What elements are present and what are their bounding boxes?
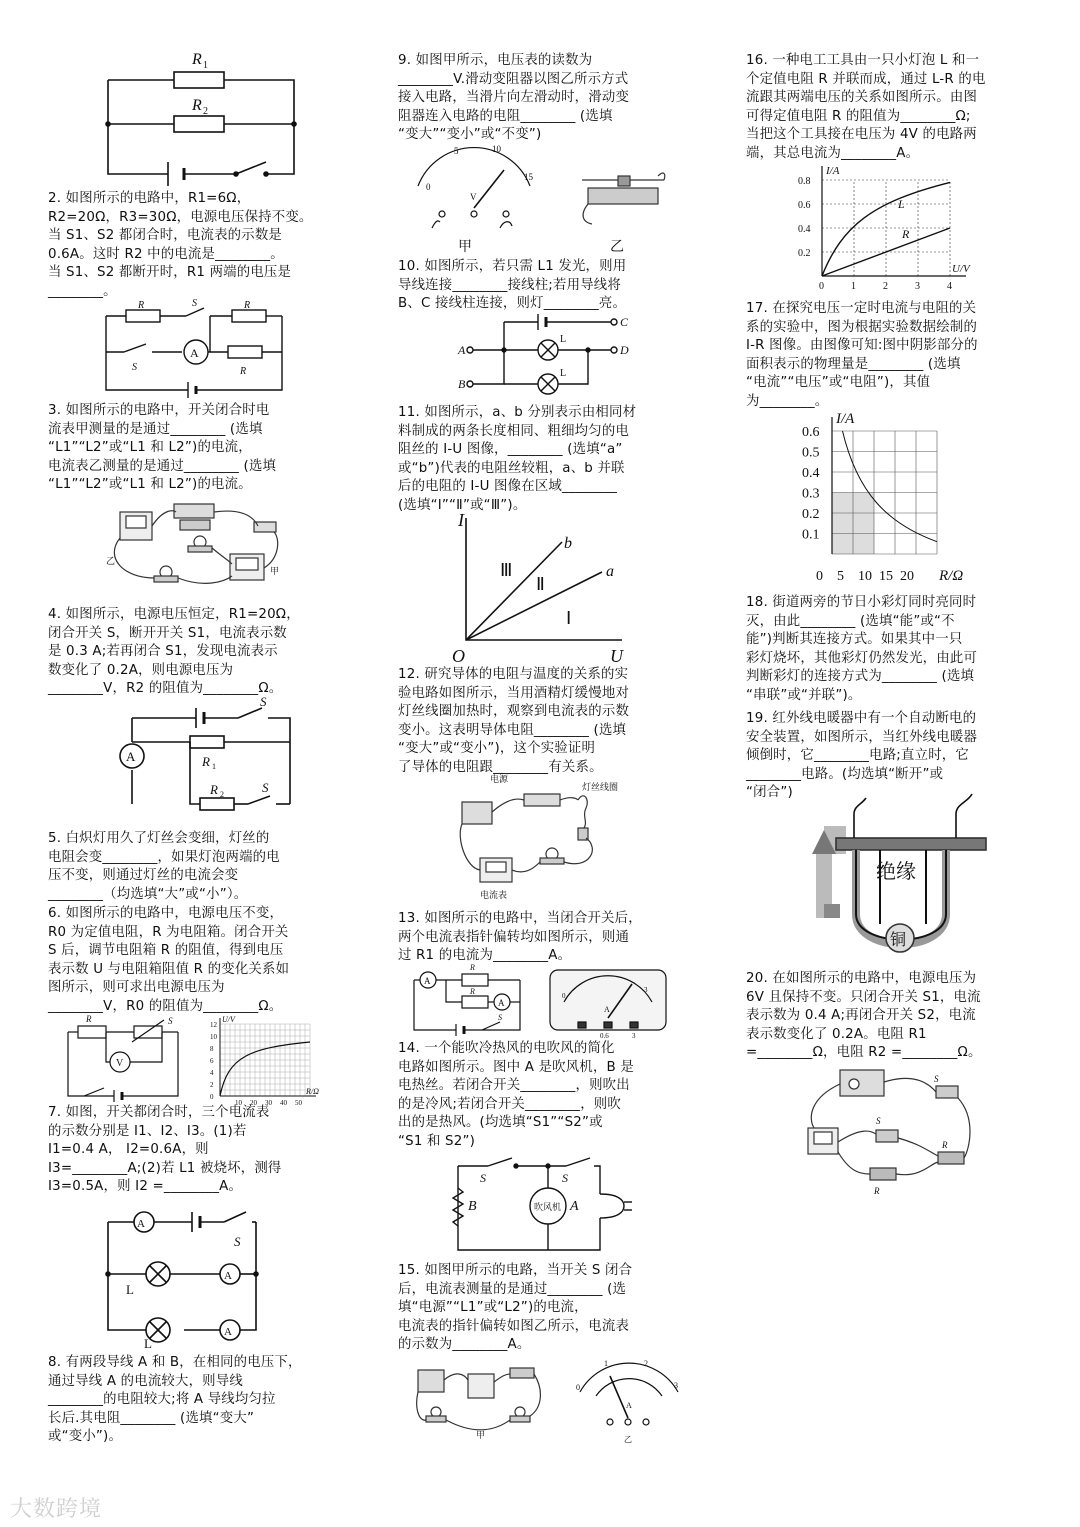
question-13: 13. 如图所示的电路中，当闭合开关后， 两个电流表指针偏转均如图所示，则通 过 R1 的电流为________A。: [398, 911, 642, 964]
x-tick-label: 10: [235, 1099, 242, 1107]
svg-text:灯丝线圈: 灯丝线圈: [582, 782, 619, 792]
svg-text:吹风机: 吹风机: [534, 1202, 562, 1212]
label-r1-sub: 1: [203, 60, 208, 71]
question-6: 6. 如图所示的电路中，电源电压不变， R0 为定值电阻，R 为电阻箱。闭合开关 S 后，调节电阻箱 R 的阻值，得到电压 表示数 U 与电阻箱阻值 R 的变化关系如 图所示，则可求出电源电压为 ________V，R0 的阻值为________Ω。: [48, 906, 290, 1014]
svg-text:绝缘: 绝缘: [876, 861, 916, 883]
svg-text:C: C: [620, 315, 629, 329]
tilt-switch-q19: [796, 794, 986, 964]
circuit-diagram-q4: [112, 694, 292, 834]
circuit-diagram-q14: [454, 1158, 634, 1258]
svg-text:B: B: [458, 377, 466, 391]
question-8: 8. 有两段导线 A 和 B，在相同的电压下， 通过导线 A 的电流较大，则导线 ________的电阻较大;将 A 导线均匀拉 长后.其电阻________ (选填“变大” 或“变小”)。: [48, 1355, 302, 1445]
svg-text:A: A: [570, 1199, 579, 1214]
circuit-photo-q15: [416, 1360, 546, 1440]
svg-text:铜: 铜: [890, 932, 907, 949]
question-3: 3. 如图所示的电路中，开关闭合时电 流表甲测量的是通过________ (选填 “L1”“L2”或“L1 和 L2”)的电流， 电流表乙测量的是通过________ (选填 “L1”“L2”或“L1 和 L2”)的电流。: [48, 403, 277, 493]
svg-text:5: 5: [454, 146, 459, 156]
label-r1: R: [192, 51, 202, 68]
ammeter-dial-q15: [574, 1359, 684, 1444]
svg-text:A: A: [424, 976, 431, 986]
x-axis-label: R/Ω: [939, 568, 964, 584]
svg-text:A: A: [604, 1005, 610, 1014]
svg-text:S: S: [234, 1234, 241, 1249]
x-tick-label: 20: [250, 1099, 257, 1107]
x-tick-label: 50: [295, 1099, 302, 1107]
y-tick-label: 4: [210, 1069, 214, 1077]
circuit-diagram-q1: [106, 44, 296, 184]
svg-text:A: A: [224, 1326, 232, 1338]
svg-text:S: S: [132, 362, 137, 373]
svg-text:乙: 乙: [624, 1435, 632, 1444]
x-tick-label: 2: [883, 281, 888, 292]
svg-text:3: 3: [674, 1381, 678, 1390]
circuit-diagram-q7: [106, 1202, 266, 1351]
x-tick-label: 5: [837, 569, 844, 584]
svg-text:R: R: [244, 300, 251, 311]
x-tick-label: 30: [265, 1099, 272, 1107]
line-label-R: R: [902, 227, 910, 241]
circuit-diagram-q6: [64, 1014, 184, 1102]
svg-text:电流表: 电流表: [480, 890, 508, 900]
svg-text:3: 3: [644, 986, 648, 994]
svg-text:b: b: [564, 535, 572, 552]
svg-text:2: 2: [220, 790, 224, 799]
svg-text:0: 0: [426, 182, 431, 192]
svg-text:L: L: [144, 1336, 152, 1351]
x-tick-label: 1: [851, 281, 856, 292]
y-axis-label: I/A: [836, 411, 855, 427]
curve-label-L: L: [898, 197, 905, 211]
y-tick-label: 0.4: [798, 224, 811, 235]
svg-text:R: R: [470, 963, 475, 972]
circuit-photo-q3: [104, 498, 284, 588]
watermark: 大数跨境: [10, 1497, 103, 1522]
svg-text:S: S: [498, 1013, 502, 1022]
svg-text:2: 2: [644, 1359, 648, 1368]
svg-text:3: 3: [632, 1032, 636, 1040]
question-16: 16. 一种电工工具由一只小灯泡 L 和一 个定值电阻 R 并联而成，通过 L-R 的电 流跟其两端电压的关系如图所示。由图 可得定值电阻 R 的阻值为________Ω; 当把这个工具接在电压为 4V 的电路两 端，其总电流为________A。: [746, 53, 986, 161]
svg-text:R: R: [874, 1186, 880, 1196]
y-tick-label: 6: [210, 1057, 214, 1065]
svg-text:S: S: [934, 1074, 939, 1084]
svg-text:10: 10: [492, 144, 501, 154]
question-14: 14. 一个能吹冷热风的电吹风的简化 电路如图所示。图中 A 是吹风机，B 是 电热丝。若闭合开关________，则吹出 的是冷风;若闭合开关________，则吹 出的是热风。(均选填“S1”“S2”或 “S1 和 S2”): [398, 1041, 634, 1149]
question-19: 19. 红外线电暖器中有一个自动断电的 安全装置，如图所示，当红外线电暖器 倾倒时，它________电路;直立时，它 ________电路。(均选填“断开”或 “闭合”): [746, 711, 978, 801]
x-tick-label: 0: [819, 281, 824, 292]
svg-text:S: S: [168, 1016, 173, 1026]
svg-text:甲: 甲: [270, 566, 280, 576]
y-axis-label: I/A: [826, 165, 840, 177]
question-12: 12. 研究导体的电阻与温度的关系的实 验电路如图所示，当用酒精灯缓慢地对 灯丝线圈加热时，观察到电流表的示数 变小。这表明导体电阻________ (选填 “变大”或“变小”)，这个实验证明 了导体的电阻跟________有关系。: [398, 667, 630, 775]
y-axis-label: U/V: [222, 1015, 235, 1024]
svg-text:S: S: [562, 1171, 568, 1185]
svg-text:A: A: [126, 749, 136, 764]
svg-text:Ⅰ: Ⅰ: [566, 608, 572, 628]
question-2: 2. 如图所示的电路中，R1=6Ω， R2=20Ω，R3=30Ω，电源电压保持不变。 当 S1、S2 都闭合时，电流表的示数是 0.6A。这时 R2 中的电流是________。 当 S1、S2 都断开时，R1 两端的电压是 ________。: [48, 191, 313, 299]
y-tick-label: 0.3: [802, 486, 820, 502]
circuit-diagram-q2: [104, 298, 284, 402]
x-tick-label: 15: [879, 569, 893, 584]
svg-text:15: 15: [524, 172, 533, 182]
question-18: 18. 街道两旁的节日小彩灯同时亮同时 灭，由此________ (选填“能”或“不 能”)判断其连接方式。如果其中一只 彩灯烧坏，其他彩灯仍然发光，由此可 判断彩灯的连接方式为________ (选填 “串联”或“并联”)。: [746, 595, 978, 703]
svg-text:R: R: [470, 987, 475, 996]
svg-text:L: L: [560, 334, 567, 345]
svg-text:A: A: [224, 1270, 232, 1282]
y-tick-label: 0.2: [802, 507, 820, 522]
question-9: 9. 如图甲所示，电压表的读数为 ________V.滑动变阻器以图乙所示方式 接入电路，当滑片向左滑动时，滑动变 阻器连入电路的电阻________ (选填 “变大”“变小”或“不变”): [398, 53, 630, 143]
question-20: 20. 在如图所示的电路中，电源电压为 6V 且保持不变。只闭合开关 S1，电流 表示数为 0.4 A;再闭合开关 S2，电流 表示数变化了 0.2A。电阻 R1 =________Ω，电阻 R2 =________Ω。: [746, 971, 982, 1061]
svg-text:乙: 乙: [106, 556, 116, 566]
y-tick-label: 0.6: [798, 200, 811, 211]
svg-text:R: R: [202, 754, 210, 769]
svg-text:D: D: [620, 343, 629, 357]
x-tick-label: 0: [816, 569, 823, 584]
y-tick-label: 0.1: [802, 527, 820, 543]
y-tick-label: 0: [210, 1093, 214, 1101]
svg-text:1: 1: [212, 762, 216, 771]
circuit-diagram-q13: [412, 963, 522, 1038]
svg-text:I: I: [458, 510, 464, 530]
svg-text:R: R: [210, 782, 218, 797]
label-r2: R: [192, 97, 202, 114]
svg-text:A: A: [137, 1218, 145, 1230]
rheostat-q9: [578, 168, 668, 228]
label-r2-sub: 2: [203, 106, 208, 117]
svg-text:甲: 甲: [476, 1430, 486, 1440]
question-7: 7. 如图，开关都闭合时，三个电流表 的示数分别是 I1、I2、I3。(1)若 I1=0.4 A， I2=0.6A，则 I3=________A;(2)若 L1 被烧坏，测得 I3=0.5A，则 I2 =________A。: [48, 1105, 282, 1195]
circuit-diagram-q10: [458, 312, 638, 392]
y-tick-label: 0.4: [802, 466, 820, 481]
svg-text:1: 1: [604, 1359, 608, 1368]
question-10: 10. 如图所示，若只需 L1 发光，则用 导线连接________接线柱;若用导线将 B、C 接线柱连接，则灯________亮。: [398, 259, 627, 312]
svg-text:A: A: [458, 343, 466, 357]
label-ammeter: A: [190, 346, 199, 360]
svg-text:0: 0: [576, 1383, 580, 1392]
svg-text:R: R: [138, 300, 145, 311]
svg-text:S: S: [192, 298, 197, 309]
svg-text:Ⅲ: Ⅲ: [500, 560, 513, 580]
svg-text:0.6: 0.6: [600, 1032, 609, 1040]
x-tick-label: 10: [858, 569, 872, 584]
voltmeter-dial-q9: [408, 144, 538, 230]
svg-text:B: B: [468, 1199, 477, 1214]
svg-text:S: S: [260, 694, 267, 709]
y-tick-label: 0.6: [802, 425, 820, 440]
apparatus-q12: [460, 774, 630, 900]
svg-text:R: R: [942, 1140, 948, 1150]
svg-text:A: A: [498, 998, 505, 1008]
x-tick-label: 20: [900, 569, 914, 584]
question-5: 5. 白炽灯用久了灯丝会变细，灯丝的 电阻会变________，如果灯泡两端的电 压不变，则通过灯丝的电流会变 ________（均选填“大”或“小”）。: [48, 831, 280, 902]
question-17: 17. 在探究电压一定时电流与电阻的关 系的实验中，图为根据实验数据绘制的 I-R 图像。由图像可知:图中阴影部分的 面积表示的物理量是________ (选填 “电流”“电压”或“电阻”)，其值 为________。: [746, 301, 978, 409]
svg-text:S: S: [262, 780, 269, 795]
svg-text:A: A: [626, 1401, 632, 1410]
svg-text:Ⅱ: Ⅱ: [536, 574, 545, 594]
y-tick-label: 0.2: [798, 248, 811, 259]
question-11: 11. 如图所示，a、b 分别表示由相同材 料制成的两条长度相同、粗细均匀的电 阻丝的 I-U 图像，________ (选填“a” 或“b”)代表的电阻丝较粗，a、b 并联 后的电阻的 I-U 图像在区域________ (选填“Ⅰ”“Ⅱ”或“Ⅲ”)。: [398, 405, 637, 513]
ammeter-dial-q13: [548, 968, 668, 1038]
y-tick-label: 0.8: [798, 176, 811, 187]
y-tick-label: 10: [210, 1033, 217, 1041]
chart-q6-u-r: [198, 1014, 318, 1114]
svg-text:S: S: [876, 1116, 881, 1126]
y-tick-label: 0.5: [802, 445, 820, 461]
svg-text:V: V: [470, 192, 477, 202]
svg-text:S: S: [480, 1171, 486, 1185]
svg-text:U: U: [610, 646, 623, 666]
chart-q16-i-u: [792, 164, 970, 294]
y-tick-label: 8: [210, 1045, 214, 1053]
x-tick-label: 3: [915, 281, 920, 292]
x-tick-label: 4: [947, 281, 952, 292]
y-tick-label: 12: [210, 1021, 217, 1029]
question-4: 4. 如图所示，电源电压恒定，R1=20Ω， 闭合开关 S，断开开关 S1，电流表示数 是 0.3 A;若再闭合 S1，发现电流表示 数变化了 0.2A，则电源电压为 ________V，R2 的阻值为________Ω。: [48, 607, 300, 697]
svg-text:V: V: [116, 1058, 124, 1069]
question-15: 15. 如图甲所示的电路，当开关 S 闭合 后，电流表测量的是通过________ (选 填“电源”“L1”或“L2”)的电流， 电流表的指针偏转如图乙所示，电流表 的示数为________A。: [398, 1263, 633, 1353]
circuit-photo-q20: [800, 1068, 980, 1198]
svg-text:0: 0: [562, 992, 566, 1000]
x-tick-label: 40: [280, 1099, 287, 1107]
iu-graph-q11: [452, 510, 632, 666]
svg-text:a: a: [606, 563, 614, 580]
chart-q17-i-r: [796, 411, 986, 584]
curve-L: [822, 182, 950, 276]
svg-text:电源: 电源: [490, 774, 509, 784]
svg-text:R: R: [86, 1014, 92, 1024]
svg-text:L: L: [560, 368, 567, 379]
y-tick-label: 2: [210, 1081, 214, 1089]
x-axis-label: R/Ω: [306, 1087, 319, 1096]
svg-text:O: O: [452, 646, 465, 666]
svg-text:L: L: [126, 1282, 134, 1297]
svg-text:R: R: [240, 366, 247, 377]
x-axis-label: U/V: [952, 263, 970, 275]
